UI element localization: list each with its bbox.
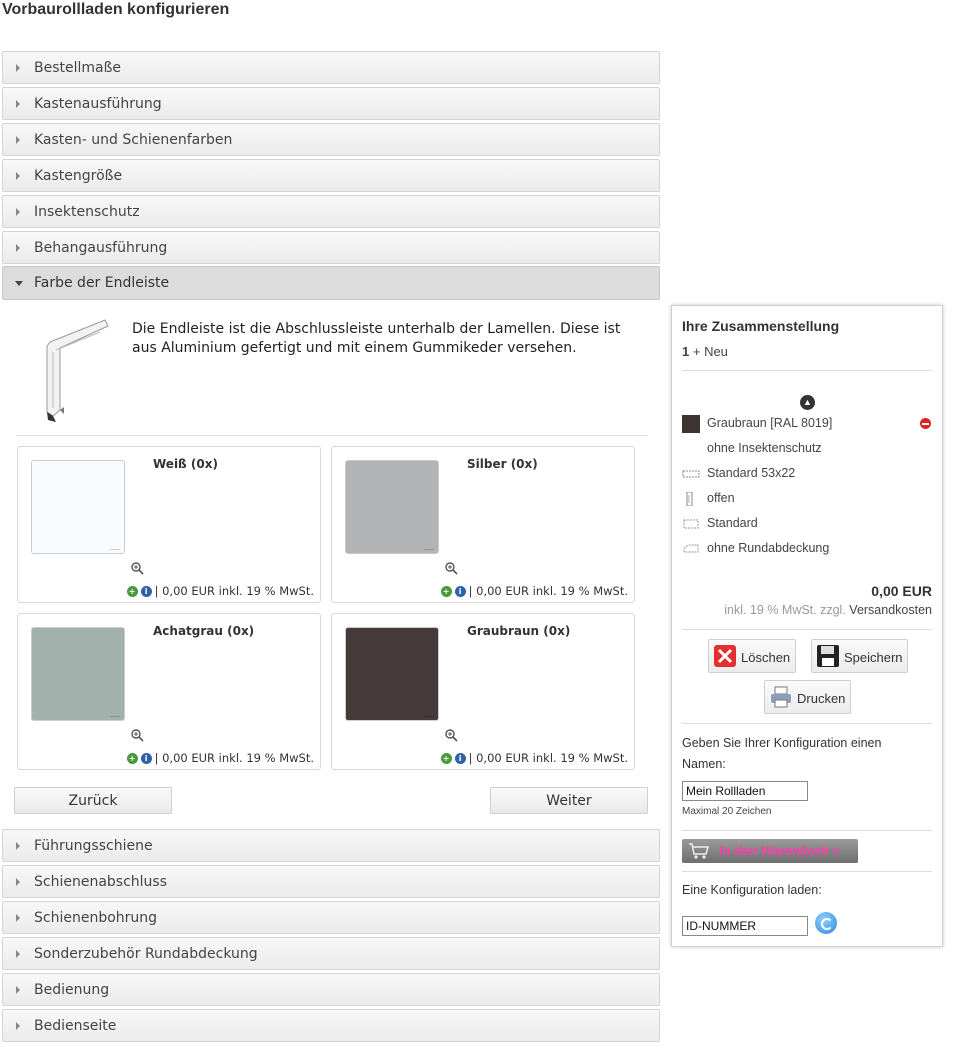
rail-icon [682,492,700,506]
accordion-schienenabschluss[interactable] [2,865,660,898]
accordion-label: Bestellmaße [34,60,122,76]
cart-icon [688,842,710,860]
info-icon[interactable]: i [141,586,152,597]
summary-item-text: Graubraun [RAL 8019] [707,416,833,430]
reload-icon[interactable] [815,912,837,934]
color-swatch-icon [682,415,700,433]
collapse-up-icon[interactable]: ▲ [800,395,815,410]
add-to-cart-label: In den Warenkorb » [719,843,840,858]
chevron-right-icon [16,878,20,886]
summary-count-number: 1 [682,344,690,359]
new-configuration-link[interactable]: + Neu [692,344,728,359]
print-label: Drucken [797,691,846,706]
print-button[interactable] [764,680,851,714]
config-name-input[interactable]: Mein Rollladen [682,781,808,801]
chevron-right-icon [16,136,20,144]
color-swatch[interactable] [31,460,125,554]
accordion-label: Kastengröße [34,168,123,184]
price-line [441,584,628,598]
price-line [441,751,628,765]
floppy-disk-icon [816,644,840,668]
delete-x-icon [713,644,737,668]
config-name-prompt: Geben Sie Ihrer Konfiguration einen Namen: [682,736,882,771]
config-name-hint: Maximal 20 Zeichen [682,806,772,817]
info-icon[interactable]: i [141,753,152,764]
save-label: Speichern [844,650,903,665]
round-cover-icon [682,542,700,556]
price-text: | 0,00 EUR inkl. 19 % MwSt. [468,584,628,598]
config-id-input[interactable]: ID-NUMMER [682,916,808,936]
delete-label: Löschen [741,650,791,665]
color-option-achatgrau[interactable] [17,613,321,770]
color-option-name: Silber (0x) [467,457,538,471]
accordion-label: Schienenbohrung [34,910,158,926]
price-text: | 0,00 EUR inkl. 19 % MwSt. [154,584,314,598]
accordion-fuehrungsschiene[interactable] [2,829,660,862]
price-text: | 0,00 EUR inkl. 19 % MwSt. [468,751,628,765]
summary-item-text: offen [707,491,735,505]
chevron-right-icon [16,950,20,958]
endleiste-profile-icon [20,312,120,422]
accordion-label: Bedienseite [34,1018,117,1034]
tax-info [724,603,932,617]
add-icon[interactable]: + [127,753,138,764]
accordion-bedienung[interactable] [2,973,660,1006]
zoom-icon[interactable] [130,561,144,575]
accordion-label: Behangausführung [34,240,168,256]
tax-text: inkl. 19 % MwSt. zzgl. [724,603,846,617]
divider [682,370,932,371]
accordion-insektenschutz[interactable] [2,195,660,228]
color-option-name: Achatgrau (0x) [153,624,255,638]
accordion-kastengroesse[interactable] [2,159,660,192]
endleiste-panel [2,300,660,827]
delete-button[interactable] [708,639,796,673]
chevron-right-icon [16,172,20,180]
color-option-weiss[interactable] [17,446,321,603]
save-button[interactable] [811,639,908,673]
chevron-right-icon [16,1022,20,1030]
chevron-down-icon [15,281,23,286]
add-icon[interactable]: + [441,753,452,764]
summary-item-text: ohne Rundabdeckung [707,541,830,555]
summary-item-text: Standard [707,516,758,530]
chevron-right-icon [16,208,20,216]
accordion-label: Kasten- und Schienenfarben [34,132,233,148]
accordion-schienenbohrung[interactable] [2,901,660,934]
accordion-behangausfuehrung[interactable] [2,231,660,264]
info-icon[interactable]: i [455,586,466,597]
endleiste-description: Die Endleiste ist die Abschlussleiste unterhalb der Lamellen. Diese ist aus Aluminium gefertigt und mit einem Gummikeder versehen. [132,321,621,356]
accordion-label: Insektenschutz [34,204,140,220]
color-swatch[interactable] [31,627,125,721]
chevron-right-icon [16,986,20,994]
summary-item-text: Standard 53x22 [707,466,796,480]
summary-panel [671,305,943,947]
zoom-icon[interactable] [444,561,458,575]
accordion-label: Bedienung [34,982,110,998]
accordion-kastenausfuehrung[interactable] [2,87,660,120]
accordion-kasten-schienenfarben[interactable] [2,123,660,156]
divider [682,723,932,724]
add-icon[interactable]: + [127,586,138,597]
accordion-label: Farbe der Endleiste [34,275,170,291]
summary-total: 0,00 EUR [871,583,932,599]
divider [682,629,932,630]
color-option-graubraun[interactable] [331,613,635,770]
summary-item-text: ohne Insektenschutz [707,441,822,455]
color-option-name: Graubraun (0x) [467,624,571,638]
accordion-bestellmasse[interactable] [2,51,660,84]
color-swatch[interactable] [345,460,439,554]
summary-count [682,344,728,359]
divider [682,871,932,872]
accordion-label: Sonderzubehör Rundabdeckung [34,946,258,962]
divider [682,830,932,831]
back-button[interactable]: Zurück [14,787,172,814]
summary-title: Ihre Zusammenstellung [682,318,840,334]
zoom-icon[interactable] [130,728,144,742]
printer-icon [769,685,793,709]
chevron-right-icon [16,244,20,252]
add-to-cart-button[interactable] [682,839,858,863]
add-icon[interactable]: + [441,586,452,597]
price-line [127,751,314,765]
chevron-right-icon [16,842,20,850]
color-option-silber[interactable] [331,446,635,603]
accordion-label: Führungsschiene [34,838,153,854]
accordion-bedienseite[interactable] [2,1009,660,1042]
accordion-label: Schienenabschluss [34,874,167,890]
accordion-label: Kastenausführung [34,96,162,112]
shipping-link[interactable]: Versandkosten [849,603,932,617]
color-option-name: Weiß (0x) [153,457,218,471]
box-size-icon [682,467,700,481]
chevron-right-icon [16,914,20,922]
page-title: Vorbaurollladen konfigurieren [2,1,230,18]
info-icon[interactable]: i [455,753,466,764]
remove-icon[interactable] [920,418,931,429]
color-swatch[interactable] [345,627,439,721]
chevron-right-icon [16,64,20,72]
divider [16,435,648,436]
accordion-farbe-endleiste[interactable] [2,266,660,300]
next-button[interactable]: Weiter [490,787,648,814]
chevron-right-icon [16,100,20,108]
rail-end-icon [682,517,700,531]
accordion-sonderzubehoer-rundabdeckung[interactable] [2,937,660,970]
price-text: | 0,00 EUR inkl. 19 % MwSt. [154,751,314,765]
load-config-label: Eine Konfiguration laden: [682,883,822,897]
zoom-icon[interactable] [444,728,458,742]
price-line [127,584,314,598]
